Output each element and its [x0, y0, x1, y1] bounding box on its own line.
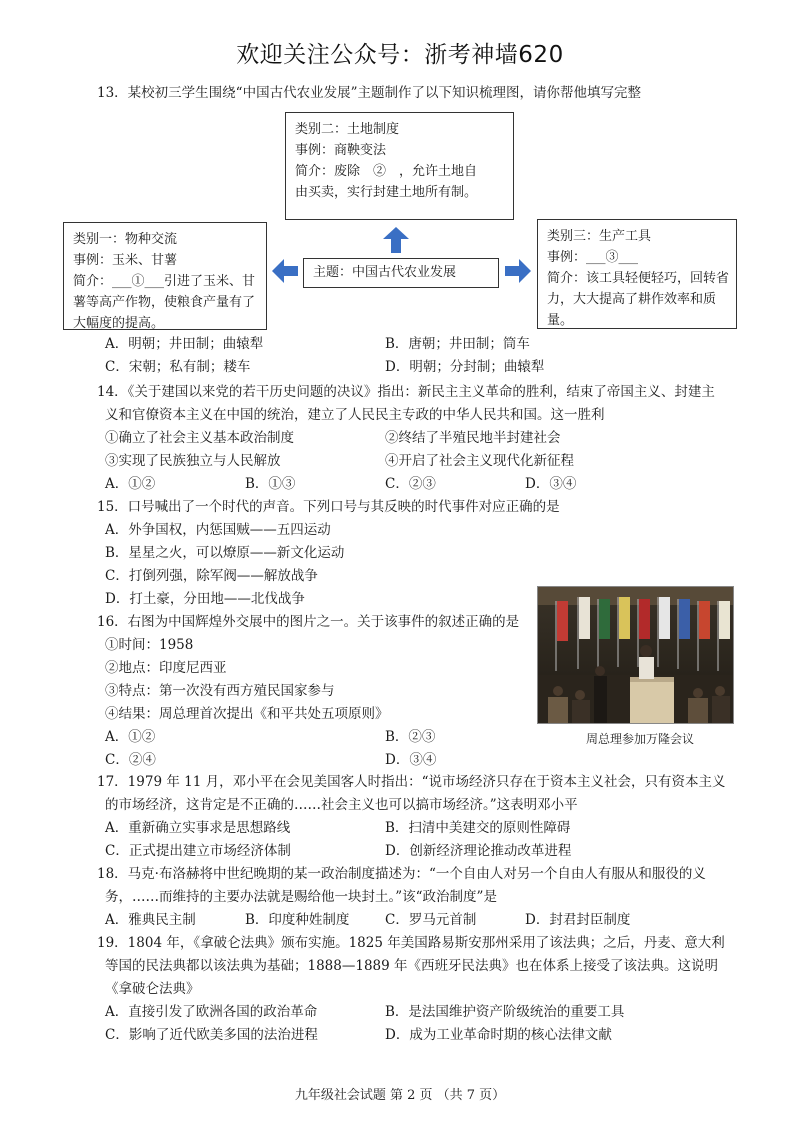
q16-item-2: ②地点：印度尼西亚 [105, 660, 227, 676]
arrow-up-icon [381, 225, 411, 255]
q18-option-c[interactable]: C．罗马元首制 [385, 912, 477, 928]
q16-item-3: ③特点：第一次没有西方殖民国家参与 [105, 683, 335, 699]
q17-option-d[interactable]: D．创新经济理论推动改革进程 [385, 843, 572, 859]
q16-item-4: ④结果：周总理首次提出《和平共处五项原则》 [105, 706, 389, 722]
q19-option-b[interactable]: B．是法国维护资产阶级统治的重要工具 [385, 1004, 625, 1020]
q19-stem-line3: 《拿破仑法典》 [105, 981, 200, 997]
diagram-box-center [303, 258, 499, 288]
box-top-line4: 由买卖，实行封建土地所有制。 [295, 185, 478, 200]
box-top-line2: 事例：商鞅变法 [295, 143, 387, 158]
photo-illustration [538, 587, 733, 723]
q14-item-2: ②终结了半殖民地半封建社会 [385, 430, 561, 446]
photo-caption: 周总理参加万隆会议 [586, 732, 695, 746]
box-left-line1: 类别一：物种交流 [73, 232, 178, 247]
q19-stem-line2: 等国的民法典都以该法典为基础；1888—1889 年《西班牙民法典》也在体系上接受了该法典。这说明 [105, 958, 719, 974]
q14-option-a[interactable]: A．①② [105, 476, 156, 492]
q14-option-d[interactable]: D．③④ [525, 476, 577, 492]
q18-option-b[interactable]: B．印度种姓制度 [245, 912, 350, 928]
box-right-line4: 力，大大提高了耕作效率和质 [547, 292, 717, 307]
box-left-line3: 简介：___①___引进了玉米、甘 [73, 274, 256, 289]
watermark-header: 欢迎关注公众号：浙考神墙620 [236, 42, 564, 68]
q17-option-b[interactable]: B．扫清中美建交的原则性障碍 [385, 820, 571, 836]
box-center-text: 主题：中国古代农业发展 [313, 265, 457, 280]
q14-item-1: ①确立了社会主义基本政治制度 [105, 430, 294, 446]
page-footer: 九年级社会试题 第 2 页 （共 7 页） [294, 1088, 506, 1103]
box-left-line5: 大幅度的提高。 [73, 316, 165, 331]
q16-option-b[interactable]: B．②③ [385, 729, 436, 745]
q16-item-1: ①时间：1958 [105, 637, 194, 653]
q13-stem: 13．某校初三学生围绕“中国古代农业发展”主题制作了以下知识梳理图，请你帮他填写完整 [97, 85, 641, 101]
diagram-box-left [63, 222, 267, 330]
q14-item-3: ③实现了民族独立与人民解放 [105, 453, 281, 469]
arrow-left-icon [270, 257, 300, 285]
diagram-box-right [537, 219, 737, 329]
q13-option-b[interactable]: B．唐朝；井田制；筒车 [385, 336, 530, 352]
box-left-line4: 薯等高产作物，使粮食产量有了 [73, 295, 256, 310]
q14-stem-line2: 义和官僚资本主义在中国的统治，建立了人民民主专政的中华人民共和国。这一胜利 [105, 407, 605, 423]
diagram-box-top [285, 112, 514, 220]
q15-option-b[interactable]: B．星星之火，可以燎原——新文化运动 [105, 545, 345, 561]
box-right-line2: 事例：___③___ [547, 250, 639, 265]
q19-option-c[interactable]: C．影响了近代欧美多国的法治进程 [105, 1027, 318, 1043]
box-right-line3: 简介：该工具轻便轻巧，回转省 [547, 271, 730, 286]
q17-option-a[interactable]: A．重新确立实事求是思想路线 [105, 820, 291, 836]
q15-option-c[interactable]: C．打倒列强，除军阀——解放战争 [105, 568, 318, 584]
box-left-line2: 事例：玉米、甘薯 [73, 253, 178, 268]
q17-stem-line1: 17．1979 年 11 月，邓小平在会见美国客人时指出：“说市场经济只存在于资本主义社会，只有资本主义 [97, 774, 726, 790]
q18-option-a[interactable]: A．雅典民主制 [105, 912, 196, 928]
q14-option-c[interactable]: C．②③ [385, 476, 436, 492]
q14-item-4: ④开启了社会主义现代化新征程 [385, 453, 574, 469]
arrow-right-icon [503, 257, 533, 285]
q16-option-c[interactable]: C．②④ [105, 752, 156, 768]
q18-option-d[interactable]: D．封君封臣制度 [525, 912, 631, 928]
q17-stem-line2: 的市场经济，这肯定是不正确的……社会主义也可以搞市场经济。”这表明邓小平 [105, 797, 578, 813]
bandung-conference-photo [537, 586, 734, 724]
q14-option-b[interactable]: B．①③ [245, 476, 296, 492]
q16-option-d[interactable]: D．③④ [385, 752, 437, 768]
q13-option-d[interactable]: D．明朝；分封制；曲辕犁 [385, 359, 545, 375]
q18-stem-line2: 务，……而维持的主要办法就是赐给他一块封土。”该“政治制度”是 [105, 889, 497, 905]
q15-option-d[interactable]: D．打土豪，分田地——北伐战争 [105, 591, 305, 607]
q13-option-a[interactable]: A．明朝；井田制；曲辕犁 [105, 336, 264, 352]
q15-option-a[interactable]: A．外争国权，内惩国贼——五四运动 [105, 522, 331, 538]
q19-option-d[interactable]: D．成为工业革命时期的核心法律文献 [385, 1027, 612, 1043]
q17-option-c[interactable]: C．正式提出建立市场经济体制 [105, 843, 291, 859]
q19-option-a[interactable]: A．直接引发了欧洲各国的政治革命 [105, 1004, 318, 1020]
box-right-line5: 量。 [547, 313, 574, 328]
q16-option-a[interactable]: A．①② [105, 729, 156, 745]
q13-option-c[interactable]: C．宋朝；私有制；耧车 [105, 359, 251, 375]
q14-stem-line1: 14．《关于建国以来党的若干历史问题的决议》指出：新民主主义革命的胜利，结束了帝国主义、封建主 [97, 384, 715, 400]
q15-stem: 15．口号喊出了一个时代的声音。下列口号与其反映的时代事件对应正确的是 [97, 499, 560, 515]
q19-stem-line1: 19．1804 年，《拿破仑法典》颁布实施。1825 年美国路易斯安那州采用了该法典；之后，丹麦、意大利 [97, 935, 725, 951]
box-top-line3: 简介：废除 ② ，允许土地自 [295, 164, 478, 179]
box-top-line1: 类别二：土地制度 [295, 122, 400, 137]
q18-stem-line1: 18．马克·布洛赫将中世纪晚期的某一政治制度描述为：“一个自由人对另一个自由人有服从和服役的义 [97, 866, 706, 882]
box-right-line1: 类别三：生产工具 [547, 229, 652, 244]
q16-stem: 16．右图为中国辉煌外交展中的图片之一。关于该事件的叙述正确的是 [97, 614, 520, 630]
